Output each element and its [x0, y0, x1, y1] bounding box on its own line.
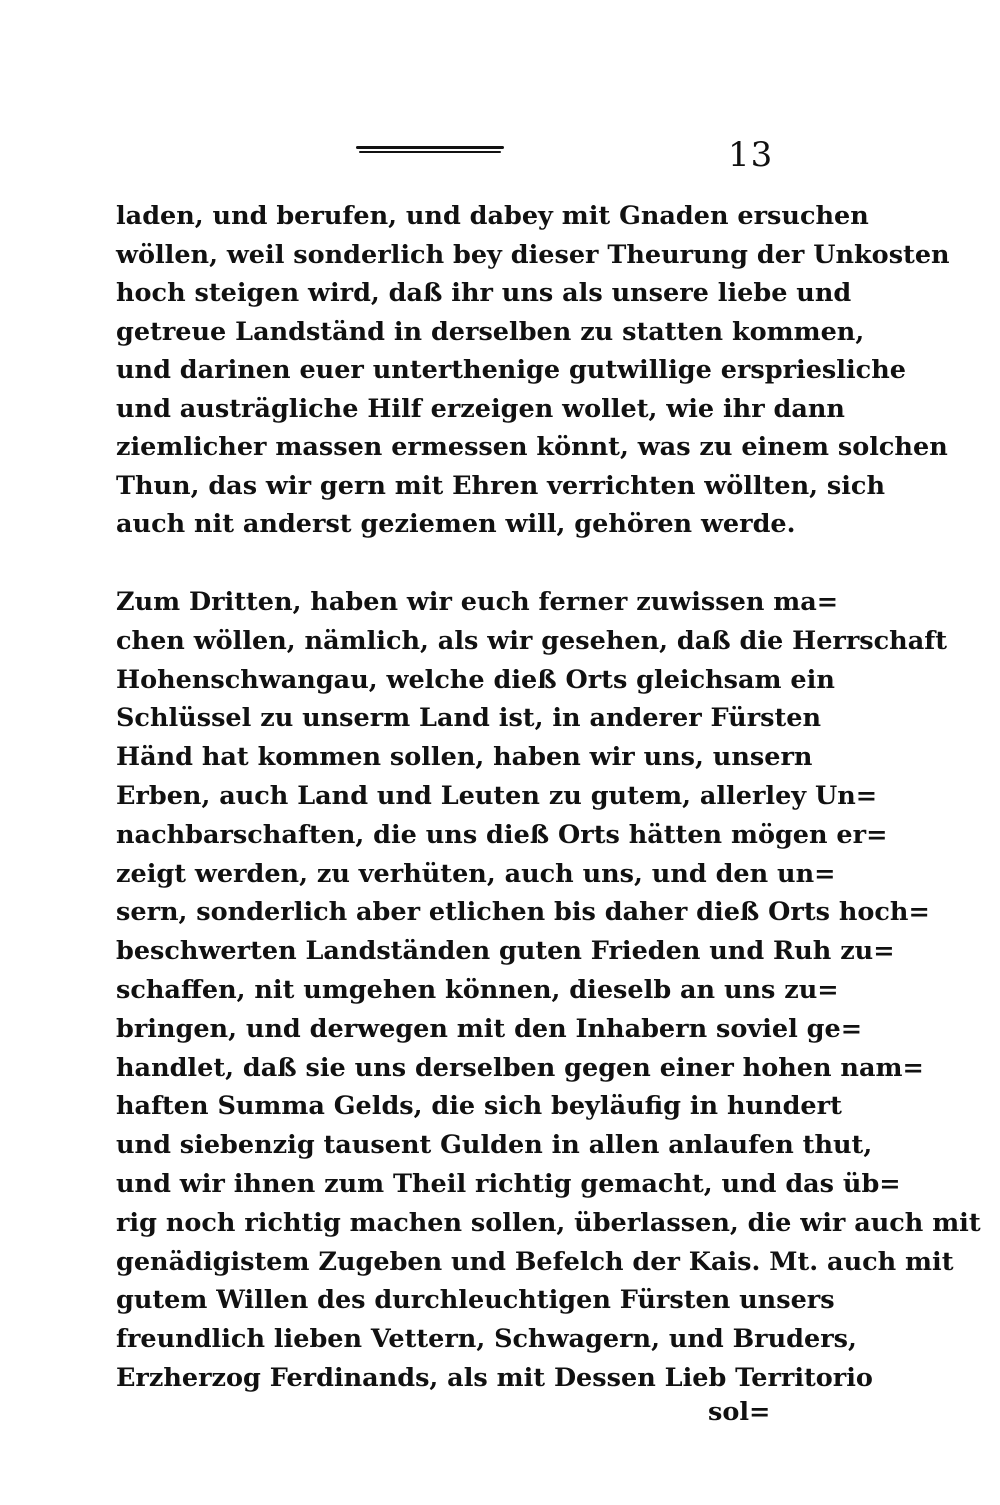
- text-line: rig noch richtig machen sollen, überlassen, die wir auch mit: [116, 1207, 981, 1238]
- text-line: freundlich lieben Vettern, Schwagern, und Bruders,: [116, 1324, 857, 1355]
- text-line: auch nit anderst geziemen will, gehören werde.: [116, 509, 796, 539]
- text-line: gutem Willen des durchleuchtigen Fürsten unsers: [116, 1285, 835, 1316]
- text-line: bringen, und derwegen mit den Inhabern soviel ge=: [116, 1013, 863, 1044]
- text-line: wöllen, weil sonderlich bey dieser Theurung der Unkosten: [116, 239, 950, 270]
- text-line: hoch steigen wird, daß ihr uns als unsere liebe und: [116, 278, 852, 308]
- text-line: nachbarschaften, die uns dieß Orts hätten mögen er=: [116, 819, 888, 850]
- text-line: Erben, auch Land und Leuten zu gutem, allerley Un=: [116, 781, 878, 811]
- text-line: zeigt werden, zu verhüten, auch uns, und den un=: [116, 858, 836, 889]
- page-number: 13: [728, 135, 774, 175]
- text-line: ziemlicher massen ermessen könnt, was zu einem solchen: [116, 432, 948, 462]
- text-line: genädigistem Zugeben und Befelch der Kais. Mt. auch mit: [116, 1246, 954, 1277]
- text-line: und siebenzig tausent Gulden in allen anlaufen thut,: [116, 1130, 873, 1161]
- text-line: schaffen, nit umgehen können, dieselb an uns zu=: [116, 975, 839, 1005]
- header-ornament-rule: [356, 146, 504, 156]
- text-line: Erzherzog Ferdinands, als mit Dessen Lieb Territorio: [116, 1363, 873, 1393]
- text-line: Thun, das wir gern mit Ehren verrichten wöllten, sich: [116, 470, 885, 501]
- text-line: Zum Dritten, haben wir euch ferner zuwissen ma=: [116, 587, 839, 617]
- text-line: laden, und berufen, und dabey mit Gnaden ersuchen: [116, 201, 869, 231]
- text-line: Händ hat kommen sollen, haben wir uns, unsern: [116, 742, 813, 773]
- catchword: sol=: [708, 1397, 771, 1427]
- text-line: und darinen euer unterthenige gutwillige erspriesliche: [116, 355, 906, 385]
- text-line: sern, sonderlich aber etlichen bis daher dieß Orts hoch=: [116, 897, 930, 928]
- text-line: haften Summa Gelds, die sich beyläufig in hundert: [116, 1091, 842, 1122]
- text-line: und wir ihnen zum Theil richtig gemacht, und das üb=: [116, 1169, 901, 1199]
- text-line: beschwerten Landständen guten Frieden und Ruh zu=: [116, 936, 895, 967]
- text-line: Hohenschwangau, welche dieß Orts gleichsam ein: [116, 664, 835, 695]
- text-line: und austrägliche Hilf erzeigen wollet, wie ihr dann: [116, 393, 845, 424]
- text-line: chen wöllen, nämlich, als wir gesehen, daß die Herrschaft: [116, 625, 947, 656]
- text-line: getreue Landständ in derselben zu statten kommen,: [116, 316, 865, 347]
- text-line: handlet, daß sie uns derselben gegen einer hohen nam=: [116, 1052, 924, 1083]
- text-line: Schlüssel zu unserm Land ist, in anderer Fürsten: [116, 703, 822, 734]
